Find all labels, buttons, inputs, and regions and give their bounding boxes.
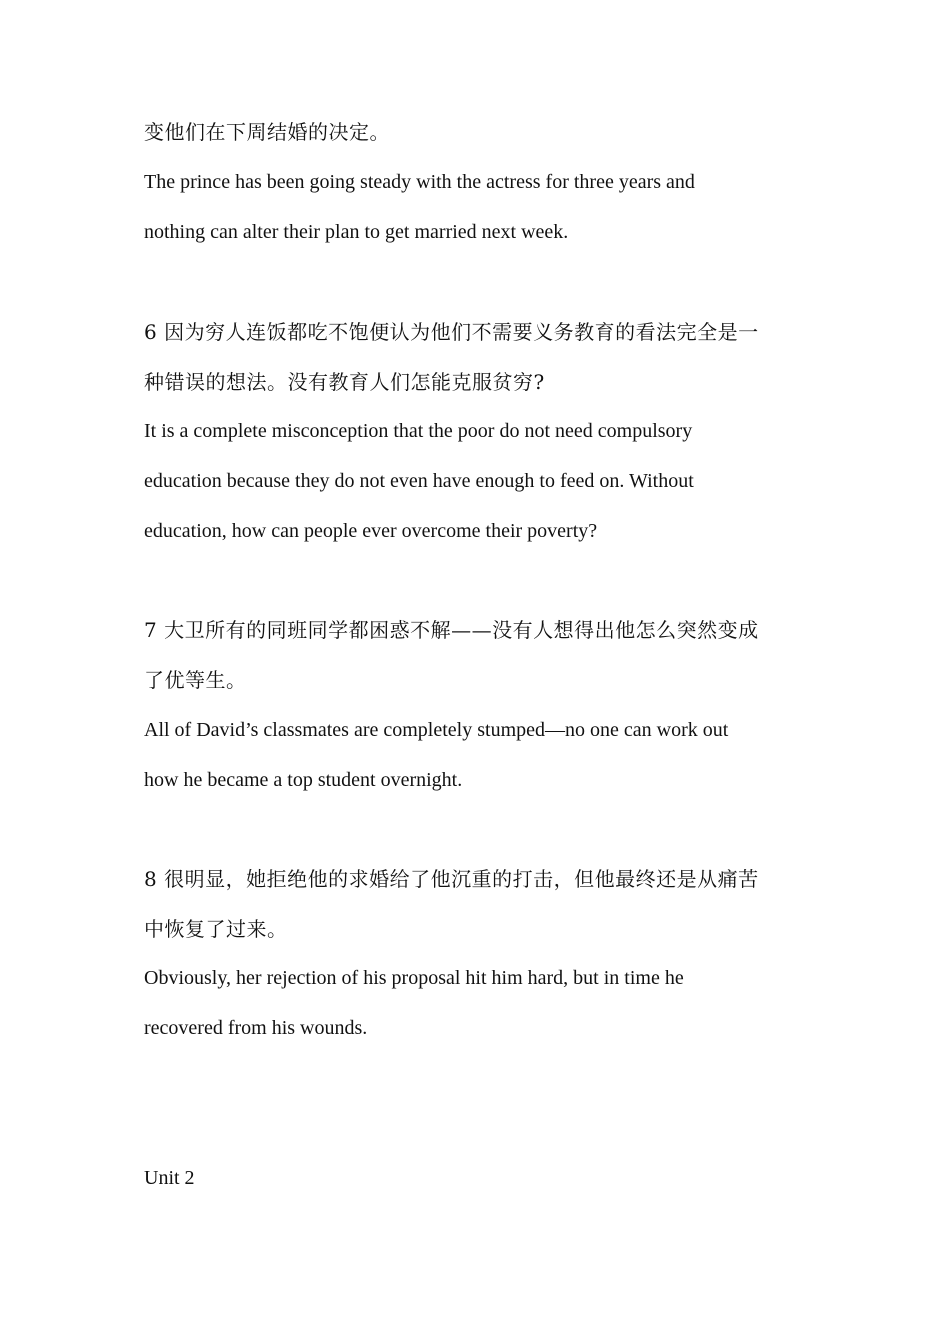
item-6-chinese-line-2: 种错误的想法。没有教育人们怎能克服贫穷? — [144, 370, 545, 394]
item-6-english-line-1: It is a complete misconception that the poor do not need compulsory — [144, 420, 693, 442]
item-5-english-line-1: The prince has been going steady with the actress for three years and — [144, 171, 695, 193]
item-7-chinese-line-1: 7 大卫所有的同班同学都困惑不解——没有人想得出他怎么突然变成 — [144, 618, 759, 642]
item-7-english-line-2: how he became a top student overnight. — [144, 769, 463, 791]
item-8-chinese-line-2: 中恢复了过来。 — [144, 917, 288, 941]
unit-heading: Unit 2 — [144, 1167, 195, 1189]
item-8-english-line-1: Obviously, her rejection of his proposal hit him hard, but in time he — [144, 967, 684, 989]
item-8-chinese-line-1: 8 很明显，她拒绝他的求婚给了他沉重的打击，但他最终还是从痛苦 — [144, 867, 759, 891]
item-6-chinese-line-1: 6 因为穷人连饭都吃不饱便认为他们不需要义务教育的看法完全是一 — [144, 320, 759, 344]
item-8-english-line-2: recovered from his wounds. — [144, 1017, 368, 1039]
item-5-english-line-2: nothing can alter their plan to get married next week. — [144, 221, 569, 243]
item-7-english-line-1: All of David’s classmates are completely stumped—no one can work out — [144, 719, 729, 741]
item-6-english-line-2: education because they do not even have enough to feed on. Without — [144, 470, 694, 492]
item-7-chinese-line-2: 了优等生。 — [144, 668, 247, 692]
item-5-chinese-line-2: 变他们在下周结婚的决定。 — [144, 120, 390, 144]
item-6-english-line-3: education, how can people ever overcome their poverty? — [144, 520, 598, 542]
